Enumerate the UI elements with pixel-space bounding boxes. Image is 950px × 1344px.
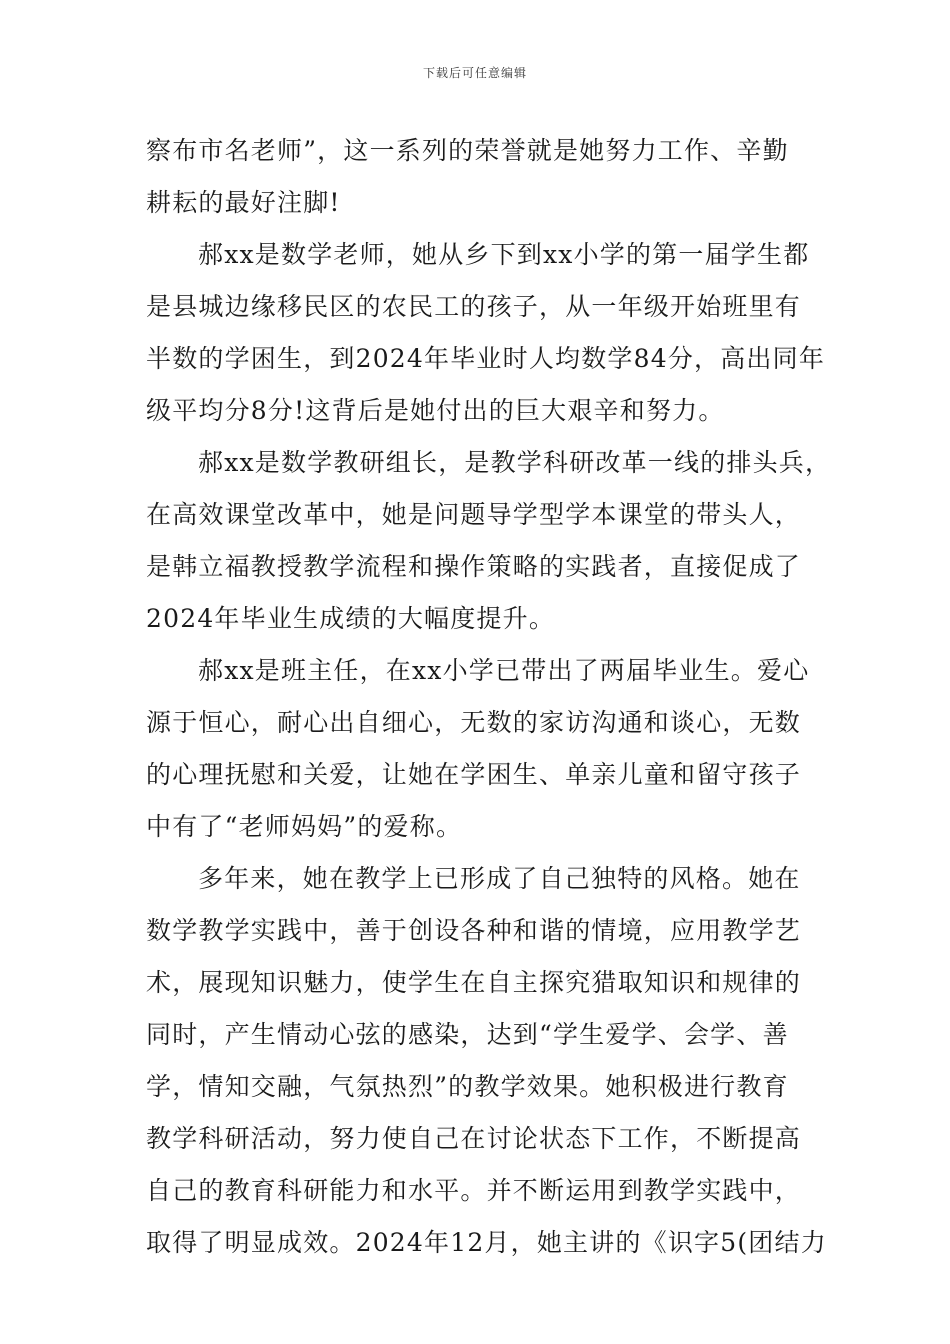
text-line: 术，展现知识魅力，使学生在自主探究猎取知识和规律的 [146,968,802,997]
text-line: 自己的教育科研能力和水平。并不断运用到教学实践中， [146,1176,802,1205]
text-line: 2024年毕业生成绩的大幅度提升。 [146,604,556,633]
text-line: 多年来，她在教学上已形成了自己独特的风格。她在 [198,864,801,893]
document-body [146,125,832,1269]
text-line: 数学教学实践中，善于创设各种和谐的情境，应用教学艺 [146,916,802,945]
text-line: 同时，产生情动心弦的感染，达到“学生爱学、会学、善 [146,1020,789,1049]
text-line: 是韩立福教授教学流程和操作策略的实践者，直接促成了 [146,552,802,581]
text-line: 的心理抚慰和关爱，让她在学困生、单亲儿童和留守孩子 [146,760,802,789]
text-line: 郝xx是数学老师，她从乡下到xx小学的第一届学生都 [198,240,810,269]
text-line: 半数的学困生，到2024年毕业时人均数学84分，高出同年 [146,344,826,373]
text-line: 源于恒心，耐心出自细心，无数的家访沟通和谈心，无数 [146,708,802,737]
text-line: 取得了明显成效。2024年12月，她主讲的《识字5(团结力 [146,1228,827,1257]
text-line: 耕耘的最好注脚! [146,188,341,217]
text-line: 学，情知交融，气氛热烈”的教学效果。她积极进行教育 [146,1072,789,1101]
text-line: 察布市名老师”，这一系列的荣誉就是她努力工作、辛勤 [146,136,789,165]
text-line: 在高效课堂改革中，她是问题导学型学本课堂的带头人， [146,500,802,529]
text-line: 级平均分8分!这背后是她付出的巨大艰辛和努力。 [146,396,725,425]
text-line: 是县城边缘移民区的农民工的孩子，从一年级开始班里有 [146,292,802,321]
text-line: 中有了“老师妈妈”的爱称。 [146,812,463,841]
text-line: 教学科研活动，努力使自己在讨论状态下工作，不断提高 [146,1124,802,1153]
page-header: 下载后可任意编辑 [422,66,527,80]
text-line: 郝xx是班主任，在xx小学已带出了两届毕业生。爱心 [198,656,810,685]
text-line: 郝xx是数学教研组长，是教学科研改革一线的排头兵， [198,448,832,477]
